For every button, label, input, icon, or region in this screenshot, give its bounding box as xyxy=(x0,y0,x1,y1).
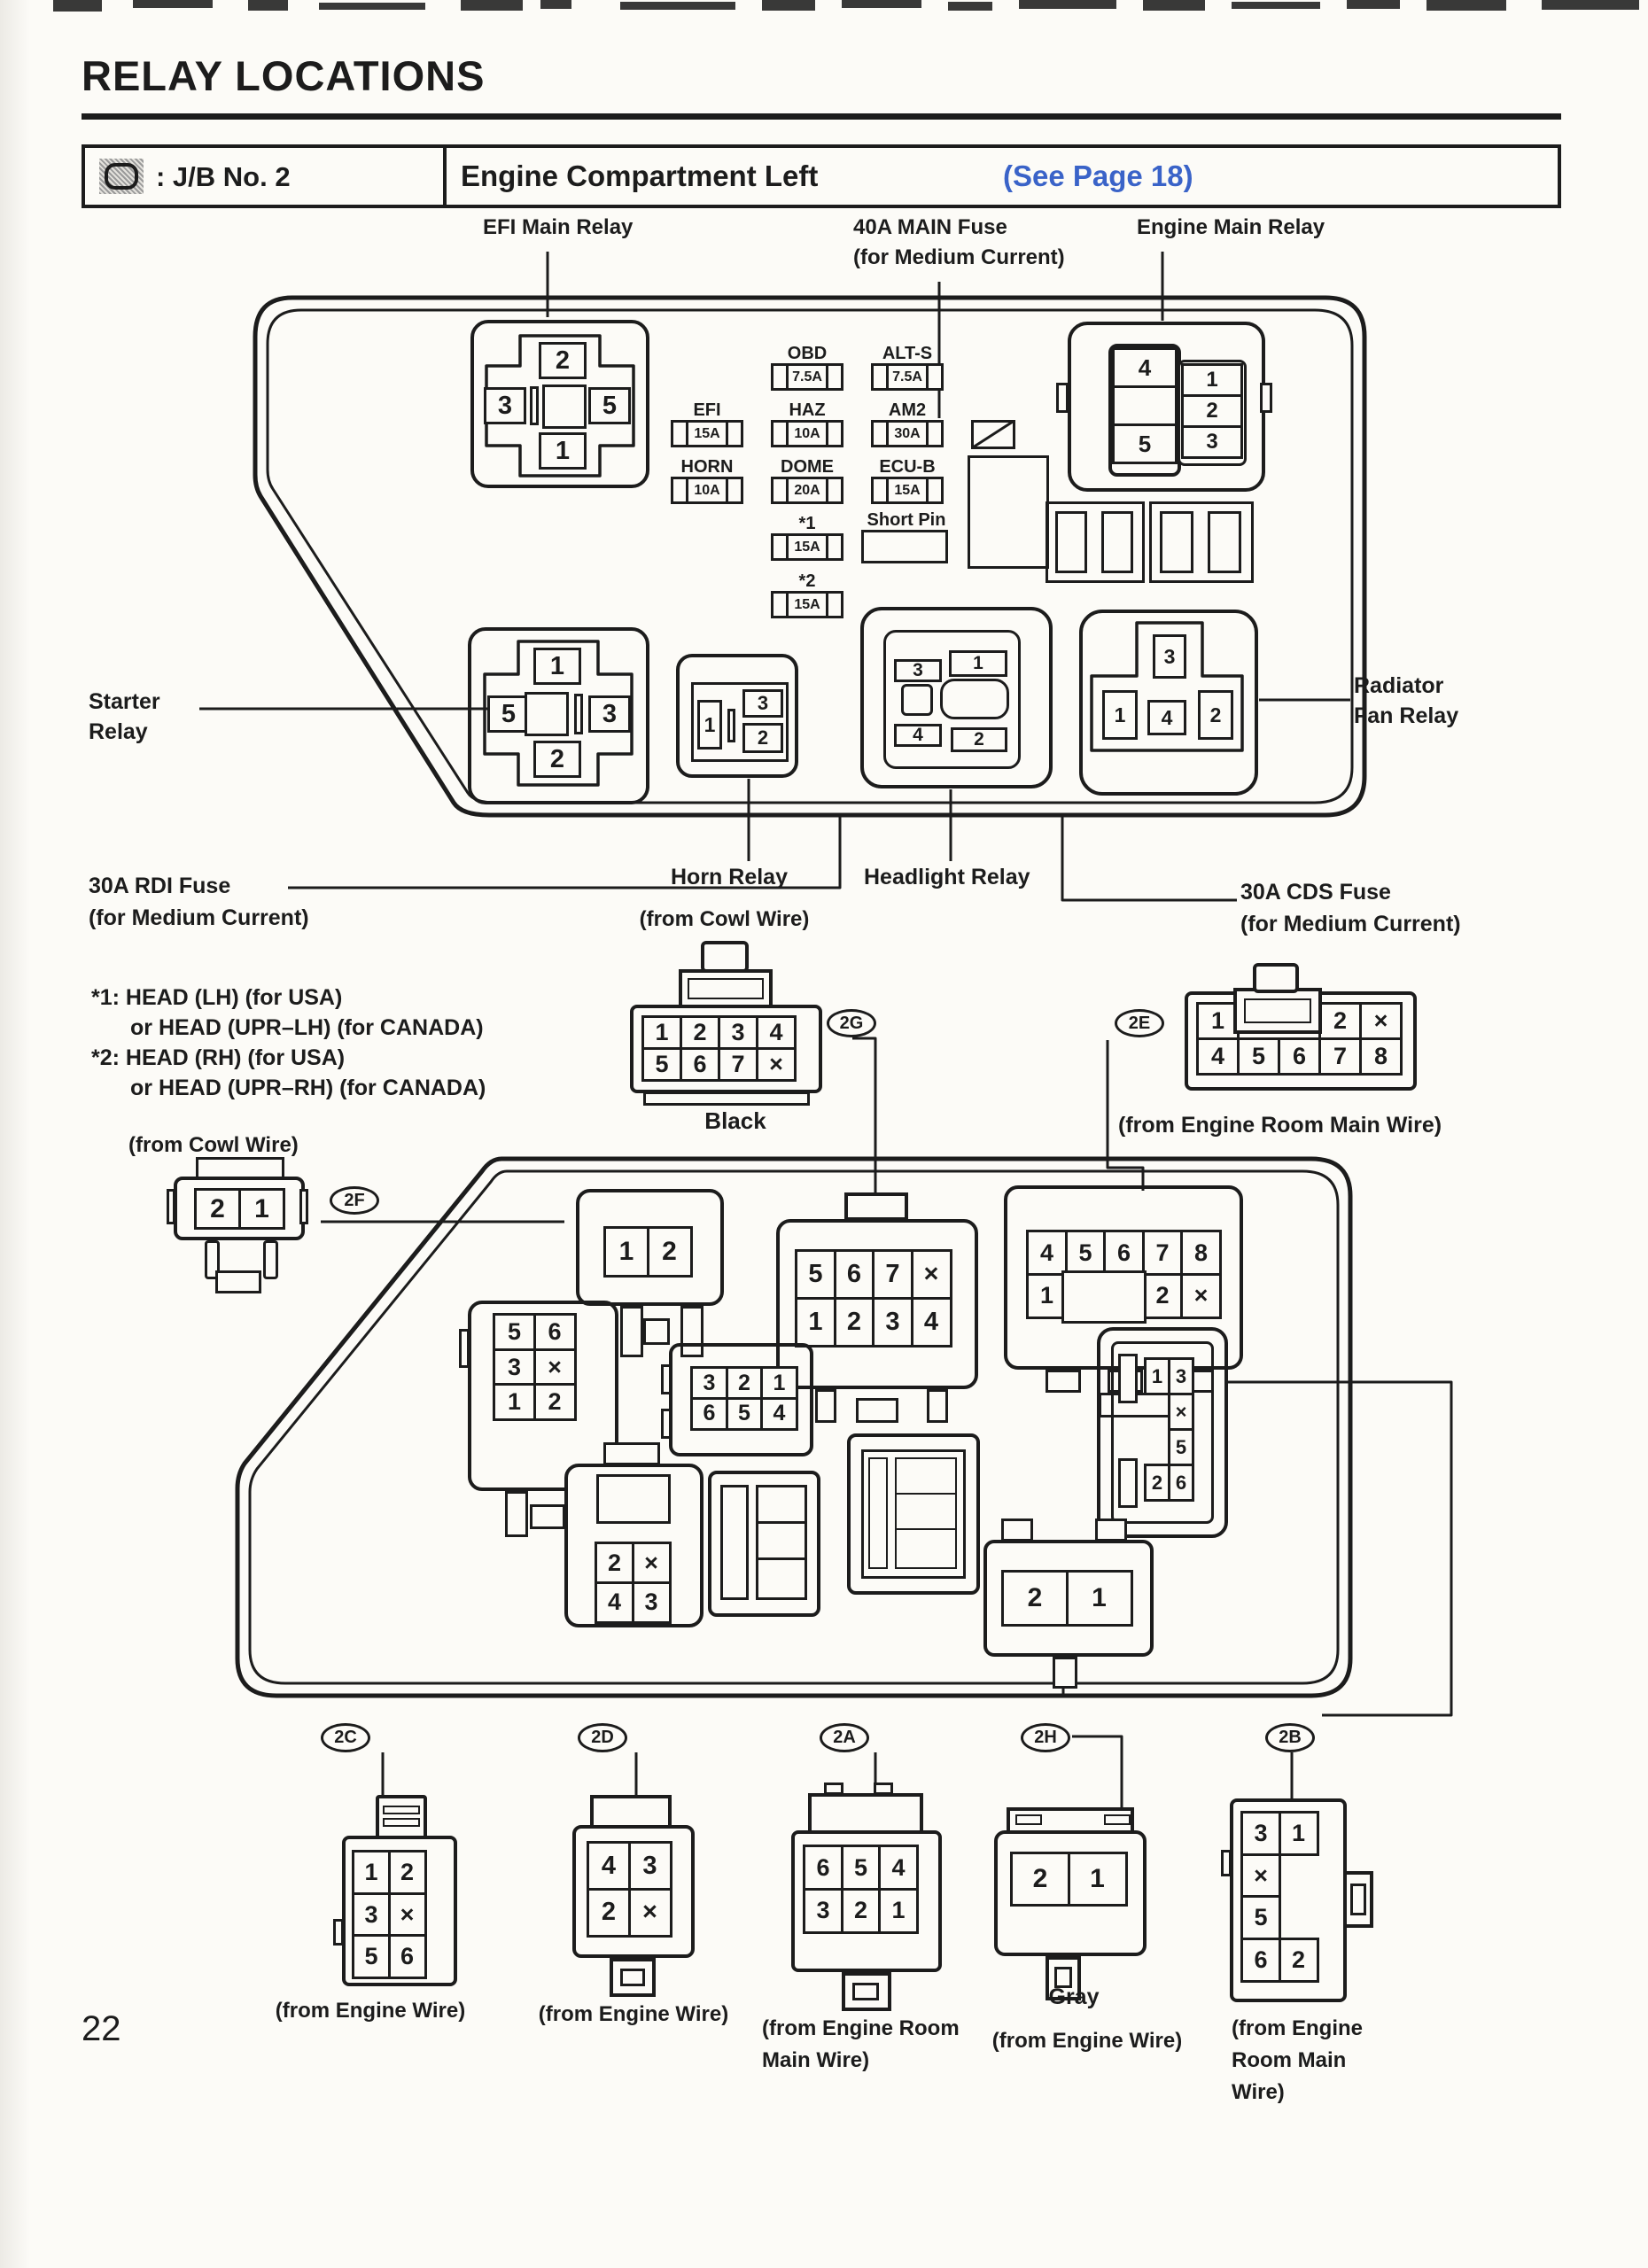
engine-main-left-pins xyxy=(1112,347,1178,464)
pin-cell: 4 xyxy=(760,1397,798,1431)
pin-bottom: 2 xyxy=(533,741,581,778)
pin-cell: 6 xyxy=(1240,1938,1281,1983)
pin-cell: 2 xyxy=(1142,1273,1184,1319)
holder-slot xyxy=(1055,511,1087,573)
callout-starter-2: Relay xyxy=(89,719,148,744)
relay-tab xyxy=(1260,383,1272,413)
pin-cell: 2 xyxy=(834,1297,875,1348)
pin-cell: 5 xyxy=(1112,423,1178,464)
plug-2d-pins xyxy=(587,1841,672,1938)
pin-4: 4 xyxy=(1147,700,1186,735)
plug-2h-caption: (from Engine Wire) xyxy=(991,2029,1183,2053)
relay-bar xyxy=(574,694,583,734)
pin-cell: 2 xyxy=(388,1850,427,1895)
callout-rdi-2: (for Medium Current) xyxy=(89,905,309,930)
pin-cell: 2 xyxy=(194,1188,241,1230)
plug-2g-pins xyxy=(641,1015,797,1082)
fuse-ecu-b: ECU-B 15A xyxy=(871,457,944,504)
callout-radiator-2: Fan Relay xyxy=(1354,703,1459,728)
plug-2a-knob xyxy=(808,1793,923,1834)
note-line-2: or HEAD (UPR–LH) (for CANADA) xyxy=(130,1015,484,1040)
plug-2e-hood-inner xyxy=(1244,998,1311,1023)
junction-d-foot xyxy=(530,1504,565,1529)
pin-cell: 1 xyxy=(603,1226,649,1278)
pin-4: 4 xyxy=(894,724,942,747)
plug-2d-knob xyxy=(590,1795,672,1829)
pin-cell: 1 xyxy=(641,1015,682,1050)
callout-cds-2: (for Medium Current) xyxy=(1240,912,1461,936)
pin-cell: 2 xyxy=(1181,394,1243,428)
plug-2c-knob-bar xyxy=(383,1818,420,1827)
pin-cell: 4 xyxy=(587,1841,631,1891)
main-fuse-box xyxy=(971,420,1015,449)
pin-cell: 7 xyxy=(718,1047,758,1082)
junction-b-leg xyxy=(815,1389,836,1423)
junction-d-pins xyxy=(493,1313,577,1421)
holder-slot xyxy=(1101,511,1133,573)
pin-cell: 5 xyxy=(352,1934,391,1979)
pin-cell: × xyxy=(388,1892,427,1938)
pin-cell: 7 xyxy=(1142,1230,1184,1276)
fuse-horn: HORN 10A xyxy=(671,457,743,504)
note-line-1: *1: HEAD (LH) (for USA) xyxy=(91,985,343,1010)
callout-main-fuse: 40A MAIN Fuse xyxy=(853,215,1007,239)
callout-headlight-relay: Headlight Relay xyxy=(864,865,1030,889)
short-pin-box xyxy=(861,530,948,563)
pin-left: 5 xyxy=(487,695,530,733)
junction-c-hood xyxy=(1061,1270,1147,1324)
junction-d-leg xyxy=(505,1491,528,1537)
plug-2c-caption: (from Engine Wire) xyxy=(275,1999,466,2023)
pin-1: 1 xyxy=(697,700,722,750)
pin-cell: 1 xyxy=(493,1383,536,1421)
plug-2f-caption: (from Cowl Wire) xyxy=(128,1133,299,1157)
plug-2b-pins xyxy=(1240,1811,1319,1983)
pin-cell: 3 xyxy=(493,1348,536,1386)
pin-2: 2 xyxy=(1198,690,1233,740)
junction-f-pins xyxy=(595,1542,672,1624)
pin-cell: 6 xyxy=(803,1845,843,1891)
pin-cell: 1 xyxy=(1068,1852,1128,1907)
pin-cell: 2 xyxy=(533,1383,577,1421)
pin-cell: 3 xyxy=(352,1892,391,1938)
plug-2d-foot-inner xyxy=(620,1969,645,1986)
callout-engine-main-relay: Engine Main Relay xyxy=(1137,215,1325,239)
headlight-center-square xyxy=(901,684,933,716)
pin-cell: 4 xyxy=(878,1845,919,1891)
plug-2h-color: Gray xyxy=(1048,1984,1100,2009)
pin-cell: 8 xyxy=(1180,1230,1222,1276)
pin-cell: 3 xyxy=(1181,425,1243,459)
pin-cell: 3 xyxy=(803,1888,843,1934)
pin-cell: 6 xyxy=(680,1047,720,1082)
callout-main-fuse-sub: (for Medium Current) xyxy=(853,245,1065,269)
pin-cell: × xyxy=(632,1542,672,1584)
fuse-obd: OBD 7.5A xyxy=(771,344,843,391)
plug-2f-foot xyxy=(215,1270,261,1293)
junction-g-slot xyxy=(1118,1458,1138,1508)
junction-h-foot xyxy=(1053,1657,1077,1689)
label-cowl-wire-center: (from Cowl Wire) xyxy=(639,907,810,931)
junction-b-knob xyxy=(844,1192,908,1221)
holder-slot xyxy=(1208,511,1241,573)
callout-efi-main-relay: EFI Main Relay xyxy=(483,215,634,239)
plug-2c-pins xyxy=(352,1850,427,1979)
pin-cell: 3 xyxy=(1168,1357,1194,1395)
pin-3: 3 xyxy=(1153,634,1186,679)
pin-top: 1 xyxy=(533,648,581,685)
plug-2f-id: 2F xyxy=(330,1186,379,1215)
junction-f-knob xyxy=(603,1442,660,1465)
junction-g-pins xyxy=(1144,1357,1194,1502)
headlight-center-round xyxy=(940,679,1009,719)
fuse-haz: HAZ 10A xyxy=(771,400,843,447)
pin-cell: 6 xyxy=(533,1313,577,1351)
pin-cell: 3 xyxy=(872,1297,913,1348)
junction-f-hood xyxy=(596,1474,671,1524)
plug-2h-knob-bar xyxy=(1104,1814,1131,1825)
callout-horn-relay: Horn Relay xyxy=(671,865,788,889)
plug-2h-pins xyxy=(1010,1852,1128,1907)
pin-cell: 2 xyxy=(726,1366,764,1400)
fuse-alt-s: ALT-S 7.5A xyxy=(871,344,944,391)
pin-cell: 4 xyxy=(1196,1037,1240,1076)
pin-cell: × xyxy=(1180,1273,1222,1319)
relay-bar xyxy=(530,386,539,425)
junction-e-tab xyxy=(661,1409,672,1439)
plug-2g-color: Black xyxy=(704,1107,766,1134)
plug-2c-knob-bar xyxy=(383,1806,420,1814)
pin-cell: 1 xyxy=(1196,1002,1240,1040)
holder-slot xyxy=(1160,511,1193,573)
pin-right: 3 xyxy=(588,695,631,733)
pin-cell: 1 xyxy=(760,1366,798,1400)
pin-2: 2 xyxy=(951,727,1007,752)
pin-cell: 6 xyxy=(1168,1464,1194,1502)
pin-cell: × xyxy=(756,1047,797,1082)
plug-2c-id: 2C xyxy=(321,1723,370,1752)
plug-2h-id: 2H xyxy=(1021,1723,1070,1752)
junction-h-knob xyxy=(1095,1518,1127,1542)
plug-2e-id: 2E xyxy=(1115,1009,1164,1037)
pin-1: 1 xyxy=(1102,690,1138,740)
pin-cell: 6 xyxy=(834,1249,875,1300)
plug-2b-tab xyxy=(1221,1850,1232,1876)
junction-e-tab xyxy=(661,1364,672,1394)
pin-3: 3 xyxy=(894,659,942,682)
plug-2g-base xyxy=(643,1091,810,1106)
pin-cell: × xyxy=(911,1249,952,1300)
pin-cell: 4 xyxy=(1026,1230,1068,1276)
pin-cell: × xyxy=(1359,1002,1403,1040)
junction-g-slot xyxy=(1118,1354,1138,1403)
plug-2e-knob xyxy=(1253,963,1299,993)
pin-cell: 2 xyxy=(1318,1002,1362,1040)
plug-2b-caption-2: Room Main xyxy=(1232,2048,1347,2072)
junction-holder-slot xyxy=(756,1557,807,1600)
pin-cell: 2 xyxy=(1001,1570,1069,1627)
pin-cell: 4 xyxy=(911,1297,952,1348)
location-title: Engine Compartment Left xyxy=(461,159,819,192)
pin-cell: 2 xyxy=(587,1888,631,1938)
junction-c-leg xyxy=(1046,1370,1081,1393)
pin-cell: 6 xyxy=(388,1934,427,1979)
pin-cell: 3 xyxy=(628,1841,672,1891)
plug-2d-id: 2D xyxy=(578,1723,627,1752)
junction-d-tab xyxy=(459,1329,470,1368)
plug-2f-tab xyxy=(299,1189,308,1224)
pin-cell: 2 xyxy=(841,1888,882,1934)
junction-holder-slot xyxy=(895,1493,957,1531)
pin-cell: 5 xyxy=(726,1397,764,1431)
junction-h-knob xyxy=(1001,1518,1033,1542)
pin-2: 2 xyxy=(742,723,783,753)
plug-2c-tab xyxy=(333,1919,344,1946)
pin-cell: 8 xyxy=(1359,1037,1403,1076)
plug-2a-id: 2A xyxy=(820,1723,869,1752)
pin-left: 3 xyxy=(484,387,526,424)
junction-e-pins xyxy=(690,1366,798,1431)
pin-cell: 2 xyxy=(680,1015,720,1050)
pin-cell: 4 xyxy=(756,1015,797,1050)
relay-tab xyxy=(1056,383,1069,413)
page-title: RELAY LOCATIONS xyxy=(82,52,486,99)
relay-bar xyxy=(727,709,735,742)
pin-cell: × xyxy=(1240,1853,1281,1899)
pin-cell: × xyxy=(1168,1393,1194,1431)
pin-cell: 3 xyxy=(632,1581,672,1624)
pin-cell: 6 xyxy=(1103,1230,1145,1276)
pin-cell: 3 xyxy=(690,1366,728,1400)
pin-top: 2 xyxy=(539,342,587,379)
fuse-am2: AM2 30A xyxy=(871,400,944,447)
junction-b-leg xyxy=(927,1389,948,1423)
pin-cell: 6 xyxy=(1278,1037,1321,1076)
plug-2h-knob-bar xyxy=(1015,1814,1042,1825)
pin-cell: 1 xyxy=(1144,1357,1170,1395)
fuse-head-2: *2 15A xyxy=(771,571,843,618)
pin-cell: 5 xyxy=(641,1047,682,1082)
pin-cell: 7 xyxy=(872,1249,913,1300)
pin-cell: 1 xyxy=(1026,1273,1068,1319)
pin-cell: 1 xyxy=(352,1850,391,1895)
pin-cell xyxy=(1112,385,1178,426)
pin-cell: × xyxy=(533,1348,577,1386)
see-page-link[interactable]: (See Page 18) xyxy=(1003,159,1193,192)
pin-cell: 6 xyxy=(690,1397,728,1431)
pin-cell: 1 xyxy=(1279,1811,1319,1856)
note-line-4: or HEAD (UPR–RH) (for CANADA) xyxy=(130,1076,486,1100)
pin-cell: 2 xyxy=(1144,1464,1170,1502)
engine-main-right-pins xyxy=(1181,363,1243,459)
pin-cell: 5 xyxy=(1065,1230,1107,1276)
pin-cell: 1 xyxy=(878,1888,919,1934)
pin-3: 3 xyxy=(742,689,783,718)
plug-2d-caption: (from Engine Wire) xyxy=(538,2002,729,2026)
pin-cell: 2 xyxy=(1279,1938,1319,1983)
pin-right: 5 xyxy=(588,387,631,424)
pin-cell: 1 xyxy=(795,1297,836,1348)
pin-cell: 1 xyxy=(1181,363,1243,397)
junction-holder-slot xyxy=(720,1485,749,1600)
pin-cell: × xyxy=(628,1888,672,1938)
plug-2f-leg xyxy=(263,1240,278,1279)
callout-radiator-1: Radiator xyxy=(1354,673,1444,698)
relay-center xyxy=(525,692,569,736)
short-pin-label: Short Pin xyxy=(867,510,946,530)
plug-2e-caption: (from Engine Room Main Wire) xyxy=(1118,1113,1442,1138)
pin-cell: 5 xyxy=(1168,1428,1194,1466)
pin-cell: 1 xyxy=(238,1188,285,1230)
plug-2b-tab-inner xyxy=(1350,1884,1366,1915)
junction-holder-slot xyxy=(895,1528,957,1569)
junction-a-foot xyxy=(643,1318,670,1345)
plug-2a-caption-1: (from Engine Room xyxy=(762,2016,960,2040)
pin-cell: 5 xyxy=(841,1845,882,1891)
junction-a-leg xyxy=(620,1306,643,1357)
pin-cell: 5 xyxy=(1237,1037,1280,1076)
pin-cell: 1 xyxy=(1066,1570,1133,1627)
junction-holder-slot xyxy=(895,1457,957,1495)
callout-cds-1: 30A CDS Fuse xyxy=(1240,880,1391,905)
pin-cell: 5 xyxy=(1240,1895,1281,1940)
pin-cell: 5 xyxy=(795,1249,836,1300)
jb-label: : J/B No. 2 xyxy=(156,161,291,192)
page-number: 22 xyxy=(82,2009,121,2048)
fuse-head-1: *1 15A xyxy=(771,514,843,561)
plug-2b-id: 2B xyxy=(1265,1723,1315,1752)
pin-cell: 2 xyxy=(647,1226,693,1278)
junction-h-pins xyxy=(1001,1570,1133,1627)
pin-cell: 4 xyxy=(1112,347,1178,388)
junction-holder-slot xyxy=(868,1457,888,1569)
callout-rdi-1: 30A RDI Fuse xyxy=(89,874,231,898)
fuse-efi: EFI 15A xyxy=(671,400,743,447)
plug-2a-caption-2: Main Wire) xyxy=(762,2048,870,2072)
junction-holder-slot xyxy=(756,1521,807,1560)
main-fuse-holder xyxy=(968,455,1049,569)
pin-bottom: 1 xyxy=(539,432,587,470)
plug-2b-caption-1: (from Engine xyxy=(1232,2016,1363,2040)
junction-holder-slot xyxy=(756,1485,807,1524)
plug-2b-caption-3: Wire) xyxy=(1232,2080,1285,2104)
pin-cell: 3 xyxy=(1240,1811,1281,1856)
plug-2g-knob xyxy=(701,941,749,973)
plug-2f-tab xyxy=(167,1189,175,1224)
relay-center xyxy=(542,384,587,429)
callout-starter-1: Starter xyxy=(89,689,160,714)
pin-cell: 7 xyxy=(1318,1037,1362,1076)
pin-cell: 4 xyxy=(595,1581,634,1624)
fuse-dome: DOME 20A xyxy=(771,457,843,504)
note-line-3: *2: HEAD (RH) (for USA) xyxy=(91,1045,346,1070)
pin-cell: 2 xyxy=(595,1542,634,1584)
plug-2g-hood-inner xyxy=(688,978,764,999)
plug-2a-pins xyxy=(803,1845,919,1934)
junction-a-pins xyxy=(603,1226,693,1278)
pin-1: 1 xyxy=(949,650,1007,677)
pin-cell: 5 xyxy=(493,1313,536,1351)
junction-b-pins xyxy=(795,1249,952,1348)
pin-cell: 3 xyxy=(718,1015,758,1050)
pin-cell: 2 xyxy=(1010,1852,1070,1907)
plug-2g-id: 2G xyxy=(827,1009,876,1037)
plug-2a-foot-inner xyxy=(852,1983,879,2000)
plug-2f-pins xyxy=(194,1188,285,1230)
junction-b-foot xyxy=(856,1398,898,1423)
